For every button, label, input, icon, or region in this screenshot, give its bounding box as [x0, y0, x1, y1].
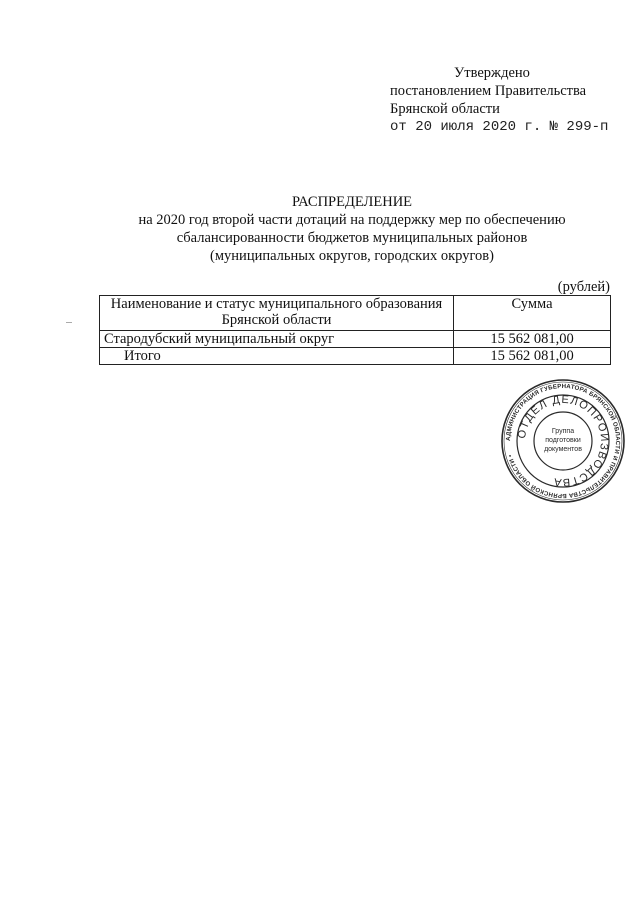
currency-unit: (рублей) — [557, 279, 610, 295]
column-header-sum: Сумма — [454, 296, 611, 331]
stamp-center-line-3: документов — [544, 446, 582, 453]
heading-line-3: (муниципальных округов, городских округов) — [210, 248, 494, 264]
heading-line-1: на 2020 год второй части дотаций на поддержку мер по обеспечению — [138, 212, 566, 228]
document-title: РАСПРЕДЕЛЕНИЕ — [291, 194, 413, 210]
approval-block — [390, 64, 630, 136]
approval-word: Утверждено — [454, 65, 530, 81]
heading-line-2: сбалансированности бюджетов муниципальных районов — [176, 230, 528, 246]
total-sum: 15 562 081,00 — [454, 348, 611, 365]
column-header-name: Наименование и статус муниципального образования Брянской области — [100, 296, 454, 331]
row-sum: 15 562 081,00 — [454, 331, 611, 348]
stamp-center-line-2: подготовки — [545, 437, 581, 444]
table-row-total — [100, 348, 611, 365]
official-stamp-seal — [500, 378, 626, 504]
row-name: Стародубский муниципальный округ — [100, 331, 454, 348]
approval-region: Брянской области — [390, 101, 500, 117]
table-header-row — [100, 296, 611, 331]
stamp-outer-text: АДМИНИСТРАЦИЯ ГУБЕРНАТОРА БРЯНСКОЙ ОБЛАСТИ И ПРАВИТЕЛЬСТВА БРЯНСКОЙ ОБЛАСТИ • — [504, 382, 622, 500]
table-row — [100, 331, 611, 348]
stamp-center-line-1: Группа — [551, 428, 575, 435]
approval-decree: постановлением Правительства — [390, 83, 587, 99]
document-heading — [96, 193, 608, 265]
scan-margin-mark — [66, 322, 72, 323]
distribution-table — [99, 295, 611, 365]
stamp-ring-text: ОТДЕЛ ДЕЛОПРОИЗВОДСТВА — [515, 393, 611, 489]
total-label: Итого — [100, 348, 454, 365]
approval-date-number: от 20 июля 2020 г. № 299-п — [390, 119, 609, 135]
